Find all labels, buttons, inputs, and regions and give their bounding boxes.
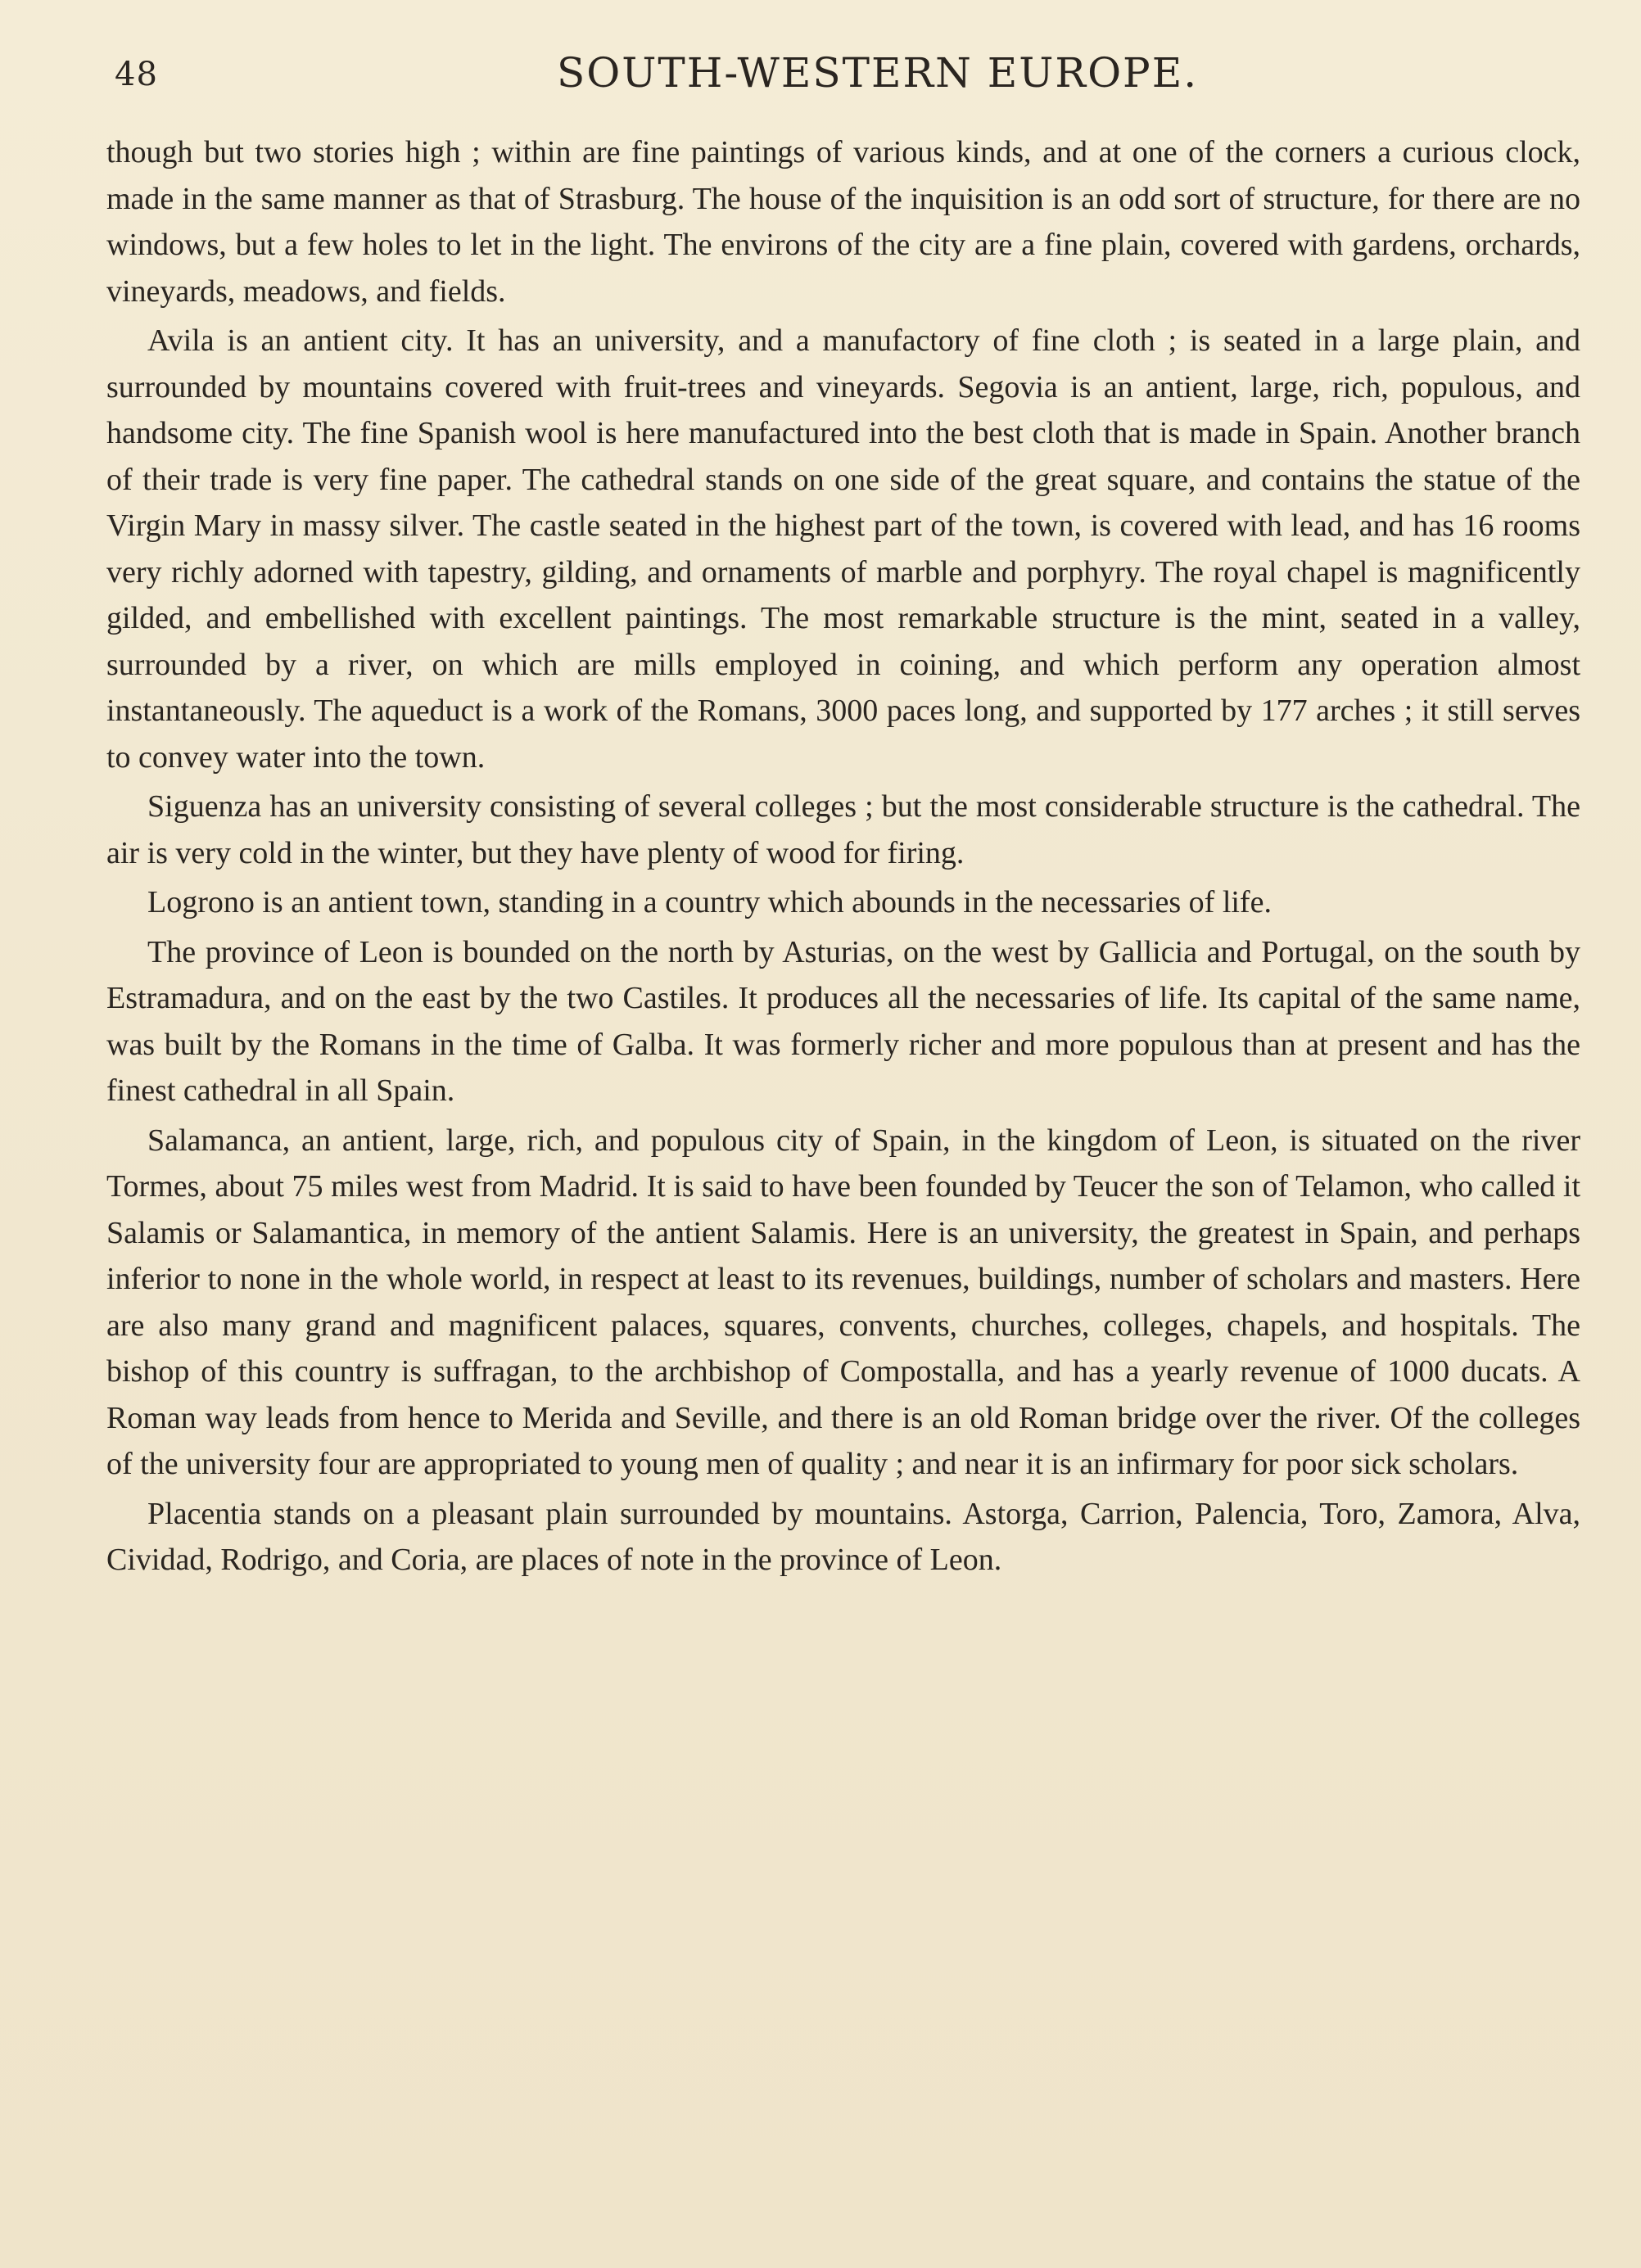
paragraph-inquisition-continued: though but two stories high ; within are fine paintings of various kinds, and at one of the corners a curious clock, made in the same manner as that of Strasburg. The house of the inquisition is an odd sort of structure, for there are no windows, but a few holes to let in the light. The environs of the city are a fine plain, covered with gardens, orchards, vineyards, meadows, and fields. [106, 135, 1580, 309]
page-header [115, 41, 1592, 115]
paragraph-siguenza: Siguenza has an university consisting of several colleges ; but the most considerable structure is the cathedral. The air is very cold in the winter, but they have plenty of wood for firing. [106, 789, 1580, 870]
paragraph-avila-segovia: Avila is an antient city. It has an university, and a manufactory of fine cloth ; is seated in a large plain, and surrounded by mountains covered with fruit-trees and vineyards. Segovia is an antient, large, rich, populous, and handsome city. The fine Spanish wool is here manufactured into the best cloth that is made in Spain. Another branch of their trade is very fine paper. The cathedral stands on one side of the great square, and contains the statue of the Virgin Mary in massy silver. The castle seated in the highest part of the town, is covered with lead, and has 16 rooms very richly adorned with tapestry, gilding, and ornaments of marble and porphyry. The royal chapel is magnificently gilded, and embellished with excellent paintings. The most remarkable structure is the mint, seated in a valley, surrounded by a river, on which are mills employed in coining, and which perform any operation almost instantaneously. The aqueduct is a work of the Romans, 3000 paces long, and supported by 177 arches ; it still serves to convey water into the town. [106, 323, 1580, 775]
paragraph-placentia: Placentia stands on a pleasant plain surrounded by mountains. Astorga, Carrion, Palencia, Toro, Zamora, Alva, Cividad, Rodrigo, and Coria, are places of note in the province of Leon. [106, 1496, 1580, 1577]
running-head: SOUTH-WESTERN EUROPE. [557, 49, 1199, 97]
paragraph-province-of-leon: The province of Leon is bounded on the north by Asturias, on the west by Gallicia and Portugal, on the south by Estramadura, and on the east by the two Castiles. It produces all the necessaries of life. Its capital of the same name, was built by the Romans in the time of Galba. It was formerly richer and more populous than at present and has the finest cathedral in all Spain. [106, 934, 1580, 1108]
body-text [106, 129, 1580, 1587]
page-number: 48 [115, 56, 158, 93]
paragraph-salamanca: Salamanca, an antient, large, rich, and populous city of Spain, in the kingdom of Leon, is situated on the river Tormes, about 75 miles west from Madrid. It is said to have been founded by Teucer the son of Telamon, who called it Salamis or Salamantica, in memory of the antient Salamis. Here is an university, the greatest in Spain, and perhaps inferior to none in the whole world, in respect at least to its revenues, buildings, number of scholars and masters. Here are also many grand and magnificent palaces, squares, convents, churches, colleges, chapels, and hospitals. The bishop of this country is suffragan, to the archbishop of Compostalla, and has a yearly revenue of 1000 ducats. A Roman way leads from hence to Merida and Seville, and there is an old Roman bridge over the river. Of the colleges of the university four are appropriated to young men of quality ; and near it is an infirmary for poor sick scholars. [106, 1123, 1580, 1481]
paragraph-logrono: Logrono is an antient town, standing in a country which abounds in the necessaries of life. [147, 885, 1272, 919]
